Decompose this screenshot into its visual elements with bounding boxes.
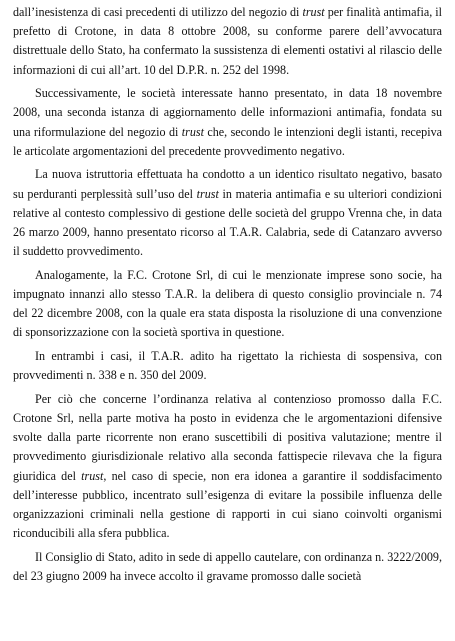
italic-term: trust [196,186,219,201]
text-segment: La nuova istruttoria effettuata ha condotto a un identico risultato negativo, basato su perduranti perplessità sull’uso del [13,167,442,201]
text-segment: per finalità antimafia, il prefetto di Crotone, in data 8 ottobre 2008, su conforme parere dell’avvocatura distrettuale dello Stato, ha confermato la sussistenza di elementi ostativi al rilascio delle informazioni di cui all’art. 10 del D.P.R. n. 252 del 1998. [13,5,442,77]
text-segment: In entrambi i casi, il T.A.R. adito ha rigettato la richiesta di sospensiva, con provvedimenti n. 338 e n. 350 del 2009. [13,349,442,383]
text-segment: Il Consiglio di Stato, adito in sede di appello cautelare, con ordinanza n. 3222/2009, del 23 giugno 2009 ha invece accolto il gravame promosso dalle società [13,549,442,584]
text-segment: Analogamente, la F.C. Crotone Srl, di cui le menzionate imprese sono socie, ha impugnato innanzi allo stesso T.A.R. la delibera di questo consiglio provinciale n. 74 del 22 dicembre 2008, con la quale era stata disposta la risoluzione di una convenzione di sponsorizzazione con la società sportiva in questione. [13,267,442,340]
italic-term: trust [181,124,204,139]
text-segment: dall’inesistenza di casi precedenti di utilizzo del negozio di [13,5,303,19]
paragraph [13,165,442,261]
text-segment: Per ciò che concerne l’ordinanza relativa al contenzioso promosso dalla F.C. Crotone Srl, nella parte motiva ha posto in evidenza che le argomentazioni difensive svolte dalla parte ricorrente non erano suscettibili di positiva valutazione; mentre il provvedimento giurisdizionale relativo alla seconda fattispecie rilevava che la figura giuridica del [13,391,442,483]
paragraph [13,266,442,343]
paragraph [13,84,442,161]
italic-term: trust [302,5,325,19]
paragraph [13,548,442,586]
paragraph [13,3,442,80]
paragraph [13,390,442,544]
text-segment: in materia antimafia e su ulteriori condizioni relative al contesto complessivo di gestione delle società del gruppo Vrenna che, in data 26 marzo 2009, hanno presentato ricorso al T.A.R. Calabria, sede di Catanzaro avverso il suddetto provvedimento. [13,186,442,259]
italic-term: trust [81,468,104,483]
text-segment: Successivamente, le società interessate hanno presentato, in data 18 novembre 2008, una seconda istanza di aggiornamento delle informazioni antimafia, fondata su una riformulazione del negozio di [13,86,442,139]
text-segment: che, secondo le intenzioni degli istanti, recepiva le articolate argomentazioni del precedente provvedimento negativo. [13,124,442,158]
document-body [13,3,442,586]
text-segment: , nel caso di specie, non era idonea a garantire il soddisfacimento dell’interesse pubblico, incentrato sull’esigenza di evitare la possibile influenza delle organizzazioni criminali nella gestione di rapporti in cui siano coinvolti organismi riconducibili alla sfera pubblica. [13,468,442,541]
paragraph [13,347,442,385]
